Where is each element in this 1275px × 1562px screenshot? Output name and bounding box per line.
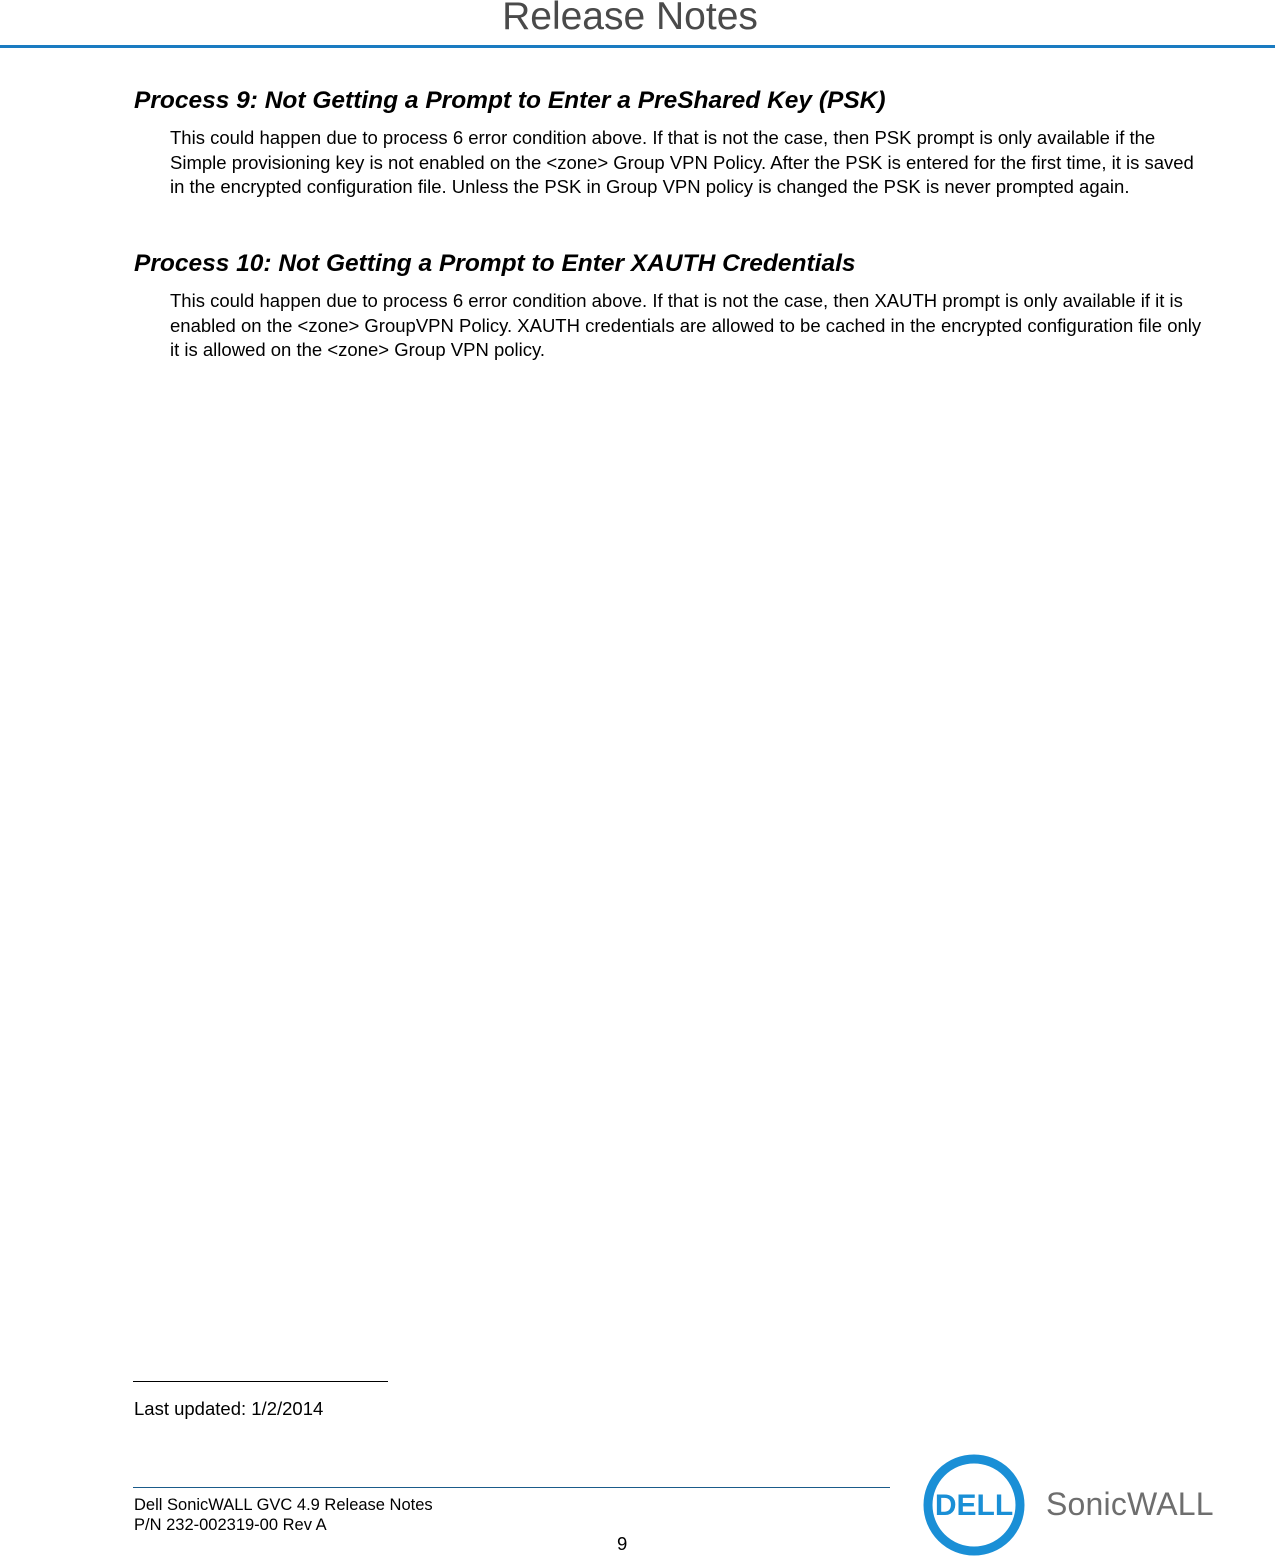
footnote-separator — [133, 1381, 388, 1382]
section-body-process-10: This could happen due to process 6 error condition above. If that is not the case, then XAUTH prompt is only available if it is enabled on the <zone> GroupVPN Policy. XAUTH credentials are allowed to be cached in the encrypted configuration file only it is allowed on the <zone> Group VPN policy. — [170, 290, 1202, 360]
section-heading-process-10: Process 10: Not Getting a Prompt to Enter XAUTH Credentials — [134, 250, 856, 277]
section-body-process-9: This could happen due to process 6 error condition above. If that is not the case, then PSK prompt is only available if the Simple provisioning key is not enabled on the <zone> Group VPN Policy. After the PSK is entered for the first time, it is saved in the encrypted configuration file. Unless the PSK in Group VPN policy is changed the PSK is never prompted again. — [170, 127, 1194, 197]
sonicwall-logo-text: SonicWALL — [1046, 1486, 1214, 1522]
page-number: 9 — [617, 1533, 628, 1554]
footer-rule — [133, 1487, 890, 1488]
footer-doc-title: Dell SonicWALL GVC 4.9 Release Notes — [134, 1496, 433, 1514]
page-header-title: Release Notes — [502, 0, 758, 38]
dell-logo-text: DELL — [934, 1489, 1014, 1522]
footer-part-number: P/N 232-002319-00 Rev A — [134, 1516, 327, 1534]
last-updated-note: Last updated: 1/2/2014 — [134, 1398, 324, 1419]
header-rule — [0, 45, 1275, 48]
dell-logo — [922, 1453, 1026, 1562]
section-heading-process-9: Process 9: Not Getting a Prompt to Enter a PreShared Key (PSK) — [134, 87, 886, 114]
